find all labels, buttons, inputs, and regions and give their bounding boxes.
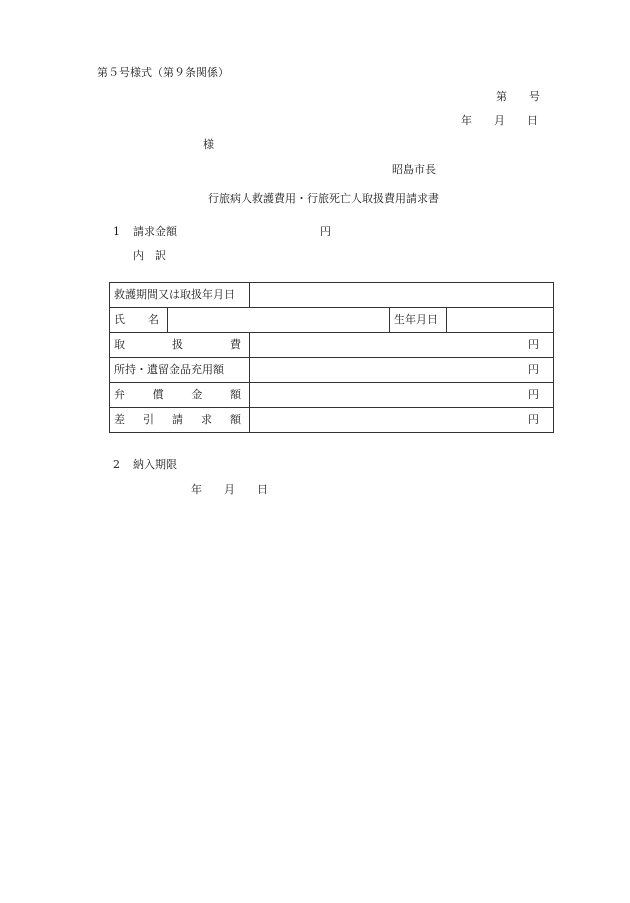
addressee-suffix: 様 xyxy=(203,138,214,151)
section2-label: 納入期限 xyxy=(133,458,177,471)
net-claim-value[interactable] xyxy=(250,408,554,433)
yen-unit: 円 xyxy=(528,363,539,376)
label-char: 償 xyxy=(152,388,164,401)
label-char: 扱 xyxy=(172,338,183,351)
period-label: 救護期間又は取扱年月日 xyxy=(110,283,250,308)
birthdate-label: 生年月日 xyxy=(390,308,447,333)
name-label-char: 名 xyxy=(148,313,159,326)
section2-number: 2 xyxy=(113,458,120,471)
label-char: 引 xyxy=(143,413,154,426)
label-char: 額 xyxy=(229,388,241,401)
table-row xyxy=(110,358,554,383)
handling-cost-label xyxy=(110,333,250,358)
issue-date: 年 月 日 xyxy=(461,114,538,127)
breakdown-label: 内 訳 xyxy=(133,249,166,262)
label-char: 金 xyxy=(191,388,203,401)
label-char: 弁 xyxy=(114,388,125,401)
table-row xyxy=(110,383,554,408)
handling-cost-value[interactable] xyxy=(250,333,554,358)
reimbursement-label xyxy=(110,383,250,408)
net-claim-label xyxy=(110,408,250,433)
label-char: 費 xyxy=(230,338,241,351)
label-char: 請 xyxy=(172,413,183,426)
name-value[interactable] xyxy=(168,308,390,333)
section1-number: 1 xyxy=(113,225,120,238)
name-label-char: 氏 xyxy=(114,313,125,326)
label-char: 差 xyxy=(114,413,125,426)
yen-unit: 円 xyxy=(528,338,539,351)
document-number: 第 号 xyxy=(496,90,540,103)
label-char: 額 xyxy=(230,413,241,426)
form-number: 第５号様式（第９条関係） xyxy=(97,66,229,79)
label-char: 取 xyxy=(114,338,125,351)
yen-unit: 円 xyxy=(528,388,539,401)
issuer-name: 昭島市長 xyxy=(392,163,436,176)
section1-label: 請求金額 xyxy=(133,225,177,238)
period-value[interactable] xyxy=(250,283,554,308)
belongings-applied-value[interactable] xyxy=(250,358,554,383)
belongings-applied-label: 所持・遺留金品充用額 xyxy=(110,358,250,383)
document-title: 行旅病人救護費用・行旅死亡人取扱費用請求書 xyxy=(208,192,439,205)
table-row xyxy=(110,283,554,308)
label-char: 求 xyxy=(201,413,212,426)
birthdate-value[interactable] xyxy=(447,308,554,333)
breakdown-table xyxy=(109,282,554,433)
table-row xyxy=(110,308,554,333)
reimbursement-value[interactable] xyxy=(250,383,554,408)
table-row xyxy=(110,333,554,358)
yen-unit: 円 xyxy=(528,413,539,426)
payment-due-date: 年 月 日 xyxy=(191,483,268,496)
section1-unit: 円 xyxy=(320,225,331,238)
table-row xyxy=(110,408,554,433)
name-label-cell xyxy=(110,308,168,333)
